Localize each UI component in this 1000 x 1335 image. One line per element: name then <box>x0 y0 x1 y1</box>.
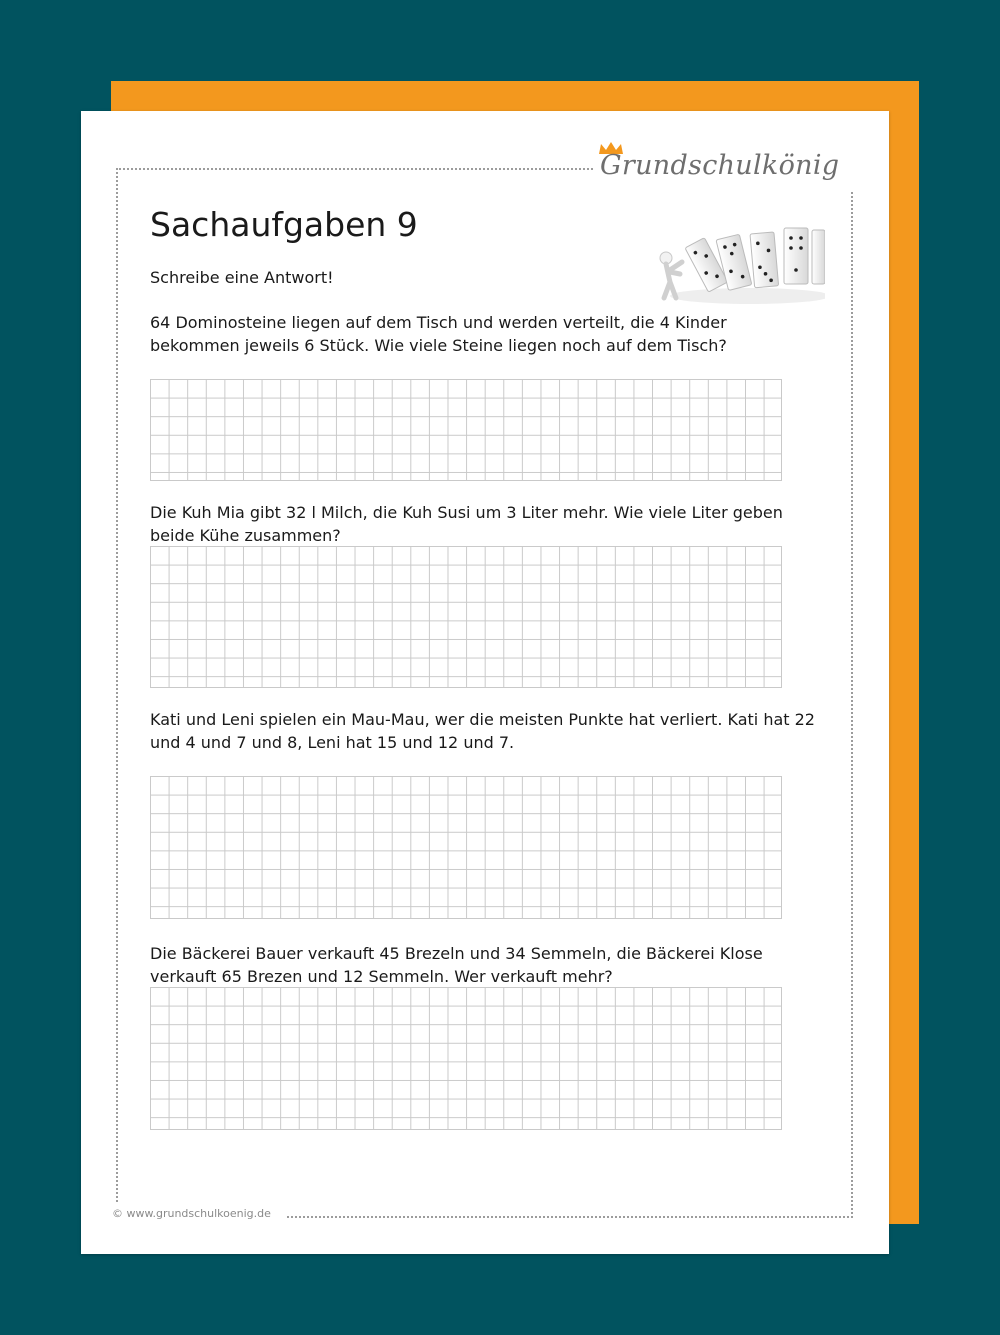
task-1-text: 64 Dominosteine liegen auf dem Tisch und werden verteilt, die 4 Kinder bekommen jeweils 6 Stück. Wie viele Steine liegen noch auf dem Tisch? <box>150 313 727 355</box>
task-4-text: Die Bäckerei Bauer verkauft 45 Brezeln und 34 Semmeln, die Bäckerei Klose verkauft 65 Brezen und 12 Semmeln. Wer verkauft mehr? <box>150 944 763 986</box>
worksheet-title: Sachaufgaben 9 <box>150 205 418 244</box>
instruction-text: Schreibe eine Antwort! <box>150 268 334 287</box>
brand-logo: Grundschulkönig <box>600 150 840 181</box>
answer-grid-2[interactable] <box>150 546 782 688</box>
copyright-footer[interactable]: © www.grundschulkoenig.de <box>112 1207 271 1220</box>
answer-grid-1[interactable] <box>150 379 782 481</box>
task-3-text: Kati und Leni spielen ein Mau-Mau, wer die meisten Punkte hat verliert. Kati hat 22 und 4 und 7 und 8, Leni hat 15 und 12 und 7. <box>150 710 815 752</box>
answer-grid-3[interactable] <box>150 776 782 919</box>
task-2-text: Die Kuh Mia gibt 32 l Milch, die Kuh Susi um 3 Liter mehr. Wie viele Liter geben beide Kühe zusammen? <box>150 503 783 545</box>
answer-grid-4[interactable] <box>150 987 782 1130</box>
